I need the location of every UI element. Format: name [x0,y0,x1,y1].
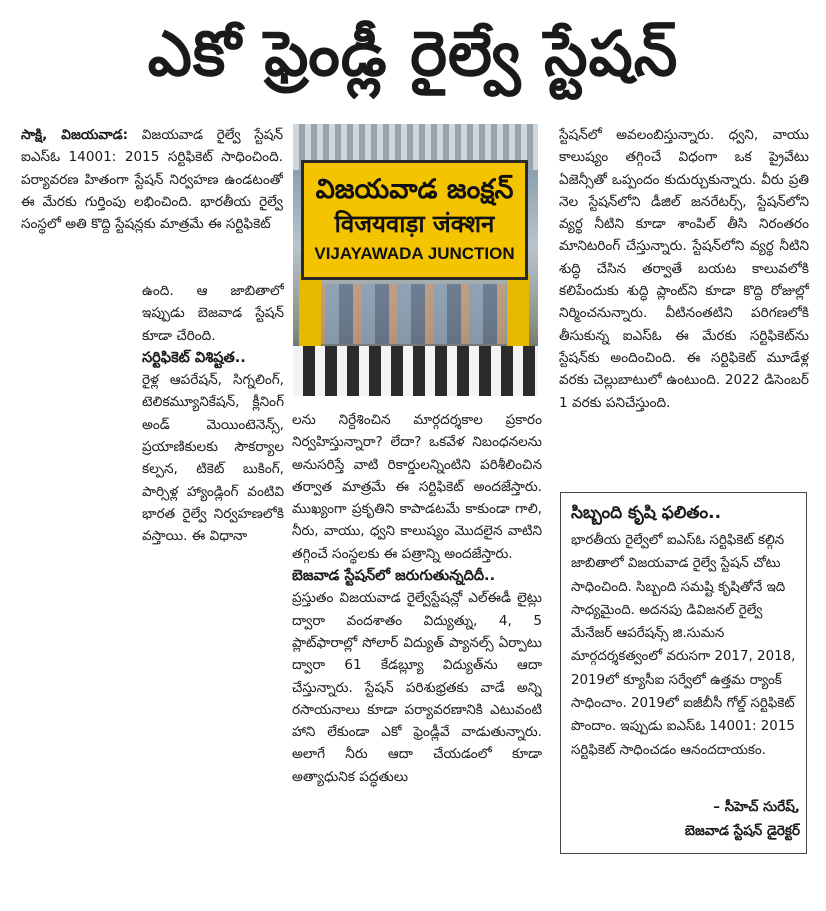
box-body: భారతీయ రైల్వేలో ఐఎస్ఓ సర్టిఫికెట్ కల్గిన జాబితాలో విజయవాడ రైల్వే స్టేషన్ చోటు సాధించింది. సిబ్బంది సమష్టి కృషితోనే ఇది సాధ్యమైంది. అదనపు డివిజనల్ రైల్వే మేనేజర్ ఆపరేషన్స్ జి.సుమన మార్గదర్శకత్వంలో వరుసగా 2017, 2018, 2019లో క్యూసీఐ సర్వేలో ఉత్తమ ర్యాంక్ సాధించాం. 2019లో ఐజీబీసీ గోల్డ్ సర్టిఫికెట్ పొందాం. ఇప్పుడు ఐఎస్ఓ 14001: 2015 సర్టిఫికెట్ సాధించడం ఆనందదాయకం. [571,533,796,758]
signature-title: బెజవాడ స్టేషన్ డైరెక్టర్ [684,823,800,839]
board-english-text: VIJAYAWADA JUNCTION [314,244,515,263]
signature-name: – సీహెచ్ సురేష్, [713,799,800,815]
certificate-body: రైళ్ల ఆపరేషన్, సిగ్నలింగ్, టెలికమ్యూనికేషన్, క్లీనింగ్ అండ్ మెయింటెనెన్స్, ప్రయాణికులకు సౌకర్యాల కల్పన, టికెట్ బుకింగ్, పార్సిళ్ల హ్యాండ్లింగ్ వంటివి భారత రైల్వే నిర్వహణలోకి వస్తాయి. ఈ విధానా [142,372,284,545]
station-name-board [301,160,528,280]
staff-effort-content [571,499,799,791]
dateline: సాక్షి, విజయవాడ: [21,127,129,143]
subhead-certificate: సర్టిఫికెట్ విశిష్టత.. [142,349,246,366]
article-column-1-narrow [142,280,284,636]
article-column-2 [292,409,542,897]
platform-fence [293,346,538,396]
article-intro [21,124,283,235]
subhead-bezawada: బెజవాడ స్టేషన్‌లో జరుగుతున్నదిదీ.. [292,568,496,585]
article-column-1-top [21,124,283,278]
intro-text: విజయవాడ రైల్వే స్టేషన్ ఐఎస్ఓ 14001: 2015 సర్టిఫికెట్ సాధించింది. పర్యావరణ హితంగా స్టేషన్ నిర్వహణ ఉండటంతో ఈ మేరకు గుర్తింపు లభించింది. భారతీయ రైల్వే సంస్థలో అతి కొద్ది స్టేషన్లకు మాత్రమే ఈ సర్టిఫికెట్ [21,127,283,233]
headline: ఎకో ఫ్రెండ్లీ రైల్వే స్టేషన్ [147,17,679,90]
article-column-3 [559,124,809,484]
board-hindi-text: विजयवाड़ा जंक्शन [334,210,495,238]
station-measures-text: స్టేషన్‌లో అవలంబిస్తున్నారు. ధ్వని, వాయు కాలుష్యం తగ్గించే విధంగా ఒక ప్రైవేటు ఏజెన్సీతో ఒప్పందం కుదుర్చుకున్నారు. వీరు ప్రతి నెల స్టేషన్‌లోని డీజిల్ జనరేటర్స్, స్టేషన్‌లోని వ్యర్థ నీటిని కూడా శాంపిల్ తీసి నిరంతరం మానిటరింగ్ చేస్తున్నారు. స్టేషన్‌లోని వ్యర్థ నీటిని శుద్ధి చేసిన తర్వాతే బయట కాలువలోకి కలిపేందుకు శుద్ధి ప్లాంట్‌ని కూడా కొద్ది రోజుల్లో నిర్మించనున్నారు. వీటినంతటిని పరిగణలోకి తీసుకున్న ఐఎస్ఓ ఈ మేరకు సర్టిఫికెట్‌ను స్టేషన్‌కు అందించింది. ఈ సర్టిఫికెట్ మూడేళ్ల వరకు చెల్లుబాటులో ఉంటుంది. 2022 డిసెంబర్ 1 వరకు పనిచేస్తుంది. [559,127,809,411]
guidelines-text: లను నిర్దేశించిన మార్గదర్శకాల ప్రకారం నిర్వహిస్తున్నారా? లేదా? ఒకవేళ నిబంధనలను అనుసరిస్తే వాటి రికార్డులన్నింటిని పరిశీలించిన తర్వాత మాత్రమే ఈ సర్టిఫికెట్ అందజేస్తారు. ముఖ్యంగా ప్రకృతిని కాపాడటమే కాకుండా గాలి, నీరు, వాయు, ధ్వని కాలుష్యం మొదలైన వాటిని తగ్గించే సంస్థలకు ఈ పత్రాన్ని అందజేస్తారు. [292,412,542,562]
bezawada-text: ప్రస్తుతం విజయవాడ రైల్వేస్టేషన్లో ఎల్ఈడీ లైట్లు ద్వారా వందశాతం విద్యుత్ను, 4, 5 ప్లాట్‌ఫారాల్లో సోలార్ విద్యుత్ ప్యానల్స్ ఏర్పాటు ద్వారా 61 కేడబ్ల్యూ విద్యుత్‌ను ఆదా చేస్తున్నారు. స్టేషన్ పరిశుభ్రతకు వాడే అన్ని రసాయనాలు కూడా పర్యావరణానికి ఎటువంటి హాని లేకుండా ఎకో ఫ్రెండ్లీవే వాడుతున్నారు. అలాగే నీరు ఆదా చేయడంలో కూడా అత్యాధునిక పద్ధతులు [292,590,542,785]
intro-continuation: ఉంది. ఆ జాబితాలో ఇప్పుడు బెజవాడ స్టేషన్ కూడా చేరింది. [142,283,284,344]
box-title: సిబ్బంది కృషి ఫలితం.. [571,503,722,523]
board-telugu-text: విజయవాడ జంక్షన్ [315,174,514,205]
signature [600,795,800,843]
station-photo [293,124,538,396]
platform-crowd [303,284,528,344]
